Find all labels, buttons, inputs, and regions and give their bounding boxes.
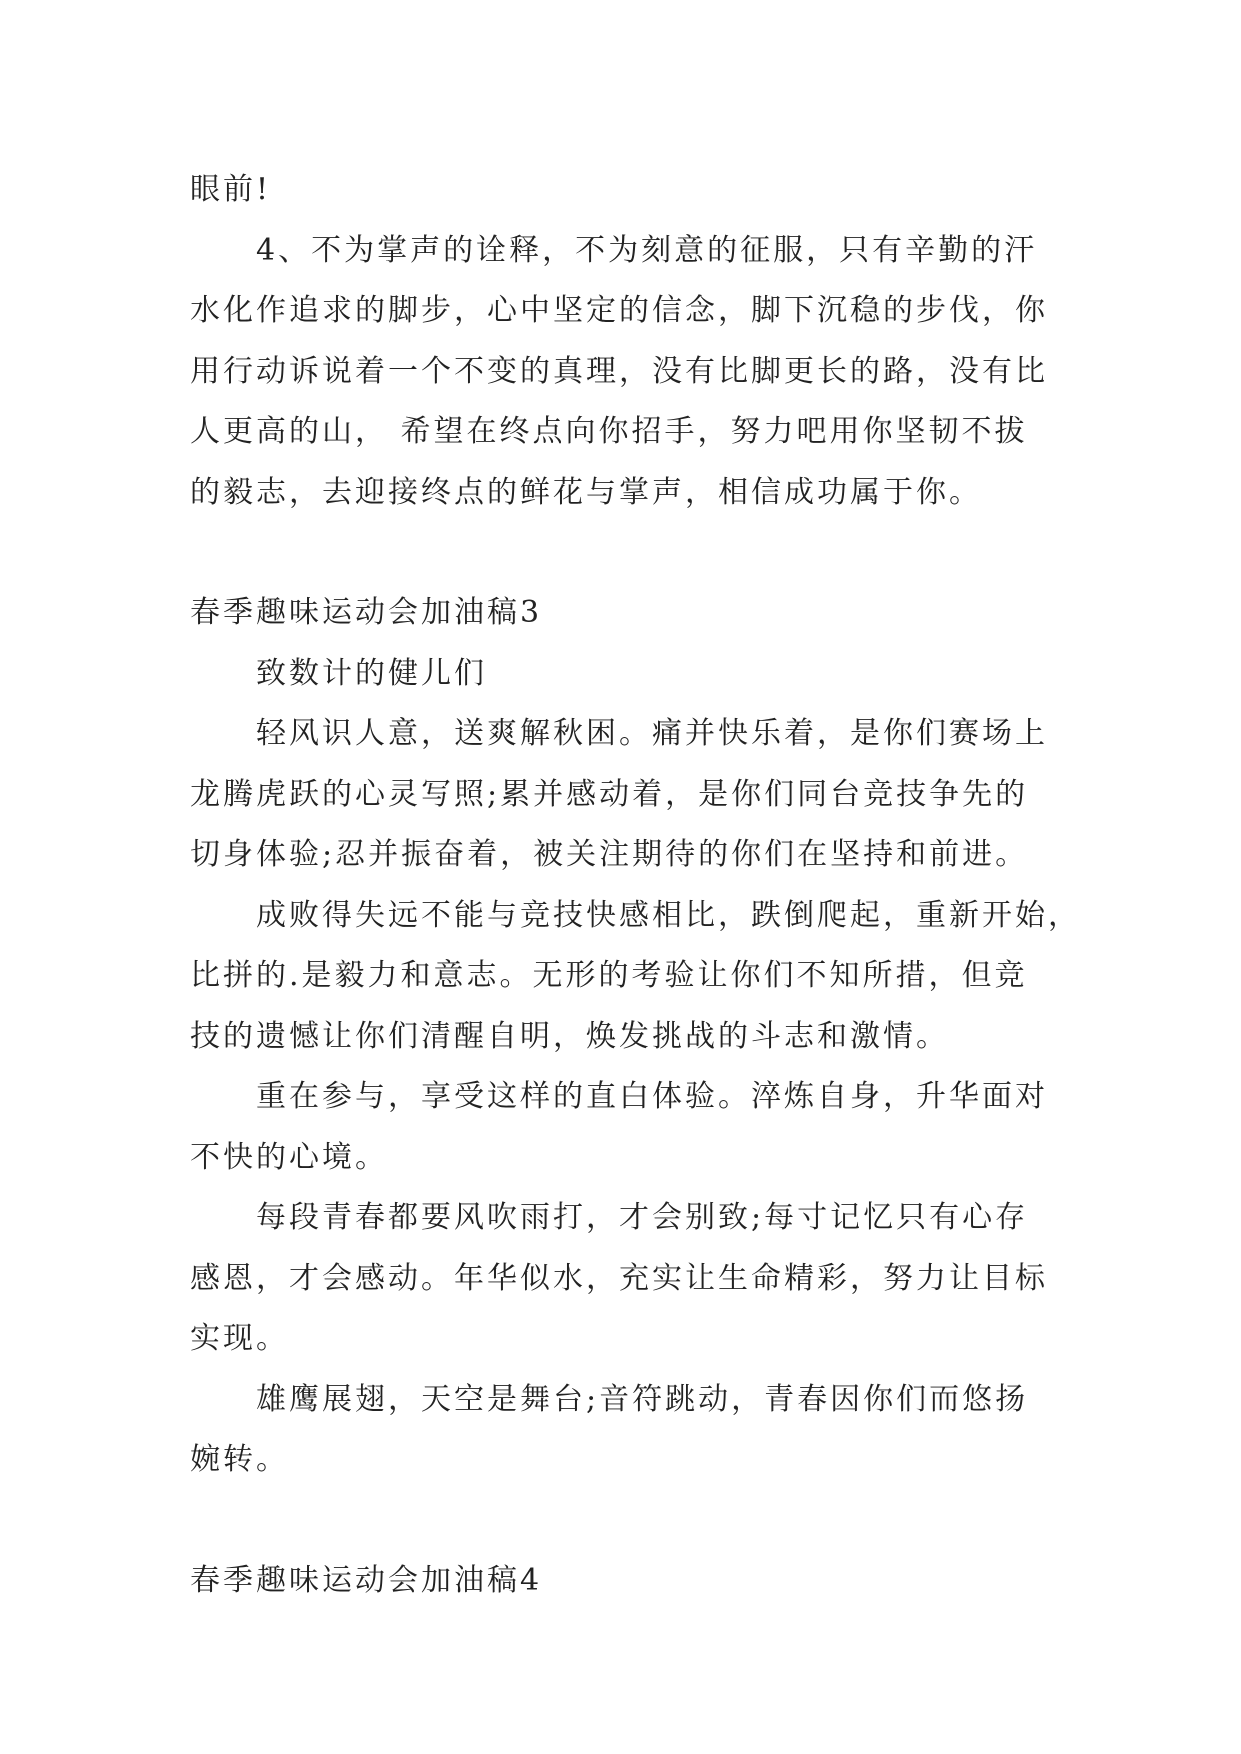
paragraph-line: 实现。 <box>190 1321 289 1356</box>
salutation-line: 致数计的健儿们 <box>256 655 487 691</box>
paragraph-line: 重在参与，享受这样的直白体验。淬炼自身，升华面对 <box>256 1079 1048 1114</box>
paragraph-line: 水化作追求的脚步，心中坚定的信念，脚下沉稳的步伐，你 <box>190 293 1048 328</box>
paragraph-line: 人更高的山， 希望在终点向你招手，努力吧用你坚韧不拔 <box>190 414 1028 449</box>
paragraph-line: 技的遗憾让你们清醒自明，焕发挑战的斗志和激情。 <box>190 1018 949 1054</box>
paragraph-line: 眼前! <box>190 172 272 207</box>
paragraph-line: 婉转。 <box>190 1442 289 1477</box>
paragraph-line: 轻风识人意，送爽解秋困。痛并快乐着，是你们赛场上 <box>256 716 1048 751</box>
section-heading: 春季趣味运动会加油稿3 <box>190 595 543 630</box>
paragraph-line: 雄鹰展翅，天空是舞台;音符跳动，青春因你们而悠扬 <box>256 1381 1029 1417</box>
section-heading: 春季趣味运动会加油稿4 <box>190 1562 543 1598</box>
paragraph-line: 比拼的.是毅力和意志。无形的考验让你们不知所措，但竞 <box>190 958 1028 993</box>
paragraph-line: 感恩，才会感动。年华似水，充实让生命精彩，努力让目标 <box>190 1260 1048 1296</box>
paragraph-line: 每段青春都要风吹雨打，才会别致;每寸记忆只有心存 <box>256 1200 1029 1235</box>
paragraph-line: 4、不为掌声的诠释，不为刻意的征服，只有辛勤的汗 <box>256 232 1038 268</box>
paragraph-line: 成败得失远不能与竞技快感相比，跌倒爬起，重新开始， <box>256 897 1081 933</box>
paragraph-line: 龙腾虎跃的心灵写照;累并感动着，是你们同台竞技争先的 <box>190 776 1029 812</box>
paragraph-line: 不快的心境。 <box>190 1139 388 1175</box>
paragraph-line: 用行动诉说着一个不变的真理，没有比脚更长的路，没有比 <box>190 353 1048 389</box>
document-page <box>190 160 1081 1611</box>
paragraph-line: 切身体验;忍并振奋着，被关注期待的你们在坚持和前进。 <box>190 837 1029 872</box>
paragraph-line: 的毅志，去迎接终点的鲜花与掌声，相信成功属于你。 <box>190 474 982 510</box>
